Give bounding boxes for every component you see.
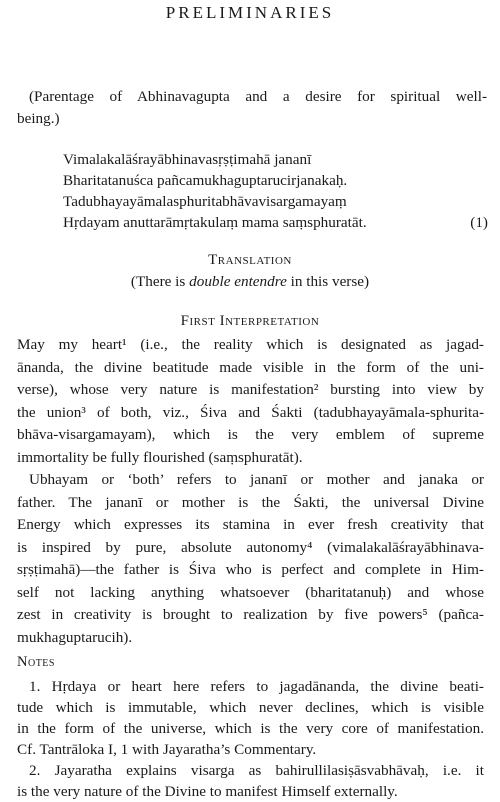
- verse-line-3: Tadubhayayāmalasphuritabhāvavisargamayaṃ: [63, 193, 347, 210]
- interp-line: self not lacking anything whatsoever (bharitatanuḥ) and whose: [17, 583, 484, 601]
- first-interpretation-heading: First Interpretation: [180, 313, 320, 329]
- note-line: 1. Hṛdaya or heart here refers to jagadānanda, the divine beati-: [29, 678, 484, 695]
- interp-line: Ubhayam or ‘both’ refers to jananī or mother and janaka or: [29, 471, 484, 488]
- intro-paragraph: [17, 86, 487, 130]
- running-header: PRELIMINARIES: [165, 3, 335, 22]
- interp-line: zest in creativity is brought to realization by five powers⁵ (pañca-: [17, 606, 484, 623]
- note-line: Cf. Tantrāloka I, 1 with Jayaratha’s Commentary.: [17, 741, 317, 758]
- verse-line-2: Bharitatanuśca pañcamukhaguptarucirjanakaḥ.: [63, 172, 348, 189]
- interp-line: immortality be fully flourished (saṃsphuratāt).: [17, 448, 303, 466]
- first-interpretation-body: [17, 334, 484, 649]
- verse-line-1: Vimalakalāśrayābhinavasṛṣṭimahā jananī: [63, 151, 312, 168]
- intro-line-2: being.): [17, 110, 60, 127]
- translation-note-suffix: in this verse): [286, 273, 370, 290]
- interp-line: sṛṣṭimahā)—the father is Śiva who is perfect and complete in Him-: [17, 561, 484, 578]
- interp-line: the union³ of both, viz., Śiva and Śakti (tadubhayayāmala-sphurita-: [17, 403, 484, 421]
- translation-note-italic: double entendre: [189, 273, 287, 290]
- interp-line: Energy which expresses its stamina in ever fresh creativity that: [17, 516, 484, 533]
- notes-heading: Notes: [17, 654, 55, 670]
- interp-line: father. The jananī or mother is the Śakti, the universal Divine: [17, 493, 484, 511]
- verse-number: (1): [470, 214, 488, 231]
- interp-line: verse), whose very nature is manifestation² bursting into view by: [17, 381, 484, 398]
- note-line: tude which is immutable, which never declines, which is visible: [17, 699, 484, 716]
- translation-note-prefix: (There is: [130, 273, 190, 290]
- interp-line: ānanda, the divine beatitude made visible in the form of the uni-: [17, 358, 484, 376]
- notes-body: [17, 676, 484, 802]
- sanskrit-verse: [63, 149, 493, 233]
- verse-line-4: Hṛdayam anuttarāmṛtakulaṃ mama saṃsphuratāt.: [63, 214, 367, 231]
- interp-line: mukhaguptarucih).: [17, 628, 133, 646]
- note-line: is the very nature of the Divine to manifest Himself externally.: [17, 783, 398, 800]
- note-line: in the form of the universe, which is the very core of manifestation.: [17, 720, 484, 737]
- interp-line: bhāva-visargamayam), which is the very emblem of supreme: [17, 426, 484, 443]
- intro-line-1: (Parentage of Abhinavagupta and a desire for spiritual well-: [29, 88, 487, 105]
- note-line: 2. Jayaratha explains visarga as bahirullilasiṣāsvabhāvaḥ, i.e. it: [29, 762, 484, 779]
- interp-line: May my heart¹ (i.e., the reality which is designated as jagad-: [17, 336, 484, 353]
- interp-line: is inspired by pure, absolute autonomy⁴ (vimalakalāśrayābhinava-: [17, 538, 484, 556]
- translation-heading: Translation: [208, 252, 292, 268]
- translation-note: [0, 272, 500, 292]
